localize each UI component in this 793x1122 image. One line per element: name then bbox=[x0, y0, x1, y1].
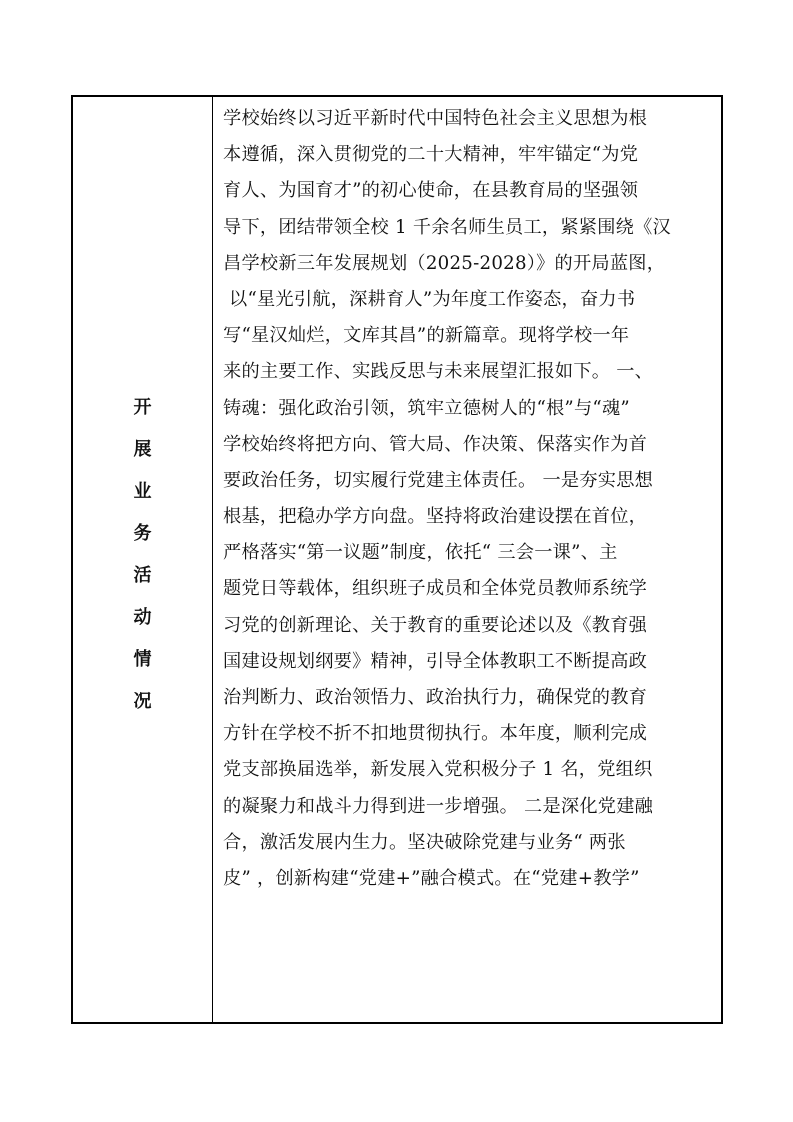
content-line: 皮” ，创新构建“党建+”融合模式。在“党建+教学” bbox=[223, 867, 640, 889]
content-line: 以“星光引航，深耕育人”为年度工作姿态，奋力书 bbox=[229, 288, 636, 310]
content-line: 育人、为国育才”的初心使命，在县教育局的坚强领 bbox=[223, 180, 639, 202]
content-line: 本遵循，深入贯彻党的二十大精神，牢牢锚定“为党 bbox=[223, 144, 639, 166]
section-label-char: 活 bbox=[133, 564, 152, 586]
content-line: 方针在学校不折不扣地贯彻执行。本年度，顺利完成 bbox=[223, 723, 648, 745]
content-line: 治判断力、政治领悟力、政治执行力，确保党的教育 bbox=[223, 687, 648, 708]
content-line: 习党的创新理论、关于教育的重要论述以及《教育强 bbox=[223, 614, 648, 636]
content-line: 要政治任务，切实履行党建主体责任。 一是夯实思想 bbox=[223, 469, 654, 491]
section-label-cell bbox=[73, 97, 213, 1022]
content-line: 铸魂：强化政治引领，筑牢立德树人的“根”与“魂” bbox=[223, 397, 630, 419]
section-label-char: 开 bbox=[133, 396, 152, 418]
content-line: 题党日等载体，组织班子成员和全体党员教师系统学 bbox=[223, 578, 648, 600]
section-label-char: 动 bbox=[133, 606, 152, 628]
section-label-char: 展 bbox=[133, 438, 152, 460]
content-line: 党支部换届选举，新发展入党积极分子 1 名，党组织 bbox=[223, 759, 653, 781]
content-line: 写“星汉灿烂，文库其昌”的新篇章。现将学校一年 bbox=[223, 325, 630, 347]
content-line: 合，激活发展内生力。坚决破除党建与业务“ 两张 bbox=[223, 831, 626, 853]
content-line: 学校始终以习近平新时代中国特色社会主义思想为根 bbox=[223, 108, 648, 129]
section-label-char: 务 bbox=[133, 522, 152, 544]
content-line: 严格落实“第一议题”制度，依托“ 三会一课”、主 bbox=[223, 542, 618, 564]
section-label-char: 况 bbox=[133, 690, 152, 712]
content-line: 昌学校新三年发展规划（2025-2028）》的开局蓝图， bbox=[223, 252, 666, 274]
section-content-cell bbox=[213, 97, 721, 1022]
content-line: 的凝聚力和战斗力得到进一步增强。 二是深化党建融 bbox=[223, 795, 654, 817]
content-line: 来的主要工作、实践反思与未来展望汇报如下。 一、 bbox=[223, 361, 654, 383]
section-label-char: 业 bbox=[133, 480, 152, 502]
report-table bbox=[71, 95, 723, 1024]
content-line: 根基，把稳办学方向盘。坚持将政治建设摆在首位， bbox=[223, 506, 648, 528]
content-line: 国建设规划纲要》精神，引导全体教职工不断提高政 bbox=[223, 650, 648, 672]
content-line: 导下，团结带领全校 1 千余名师生员工，紧紧围绕《汉 bbox=[223, 216, 671, 238]
section-label-char: 情 bbox=[133, 648, 152, 670]
content-line: 学校始终将把方向、管大局、作决策、保落实作为首 bbox=[223, 433, 648, 455]
